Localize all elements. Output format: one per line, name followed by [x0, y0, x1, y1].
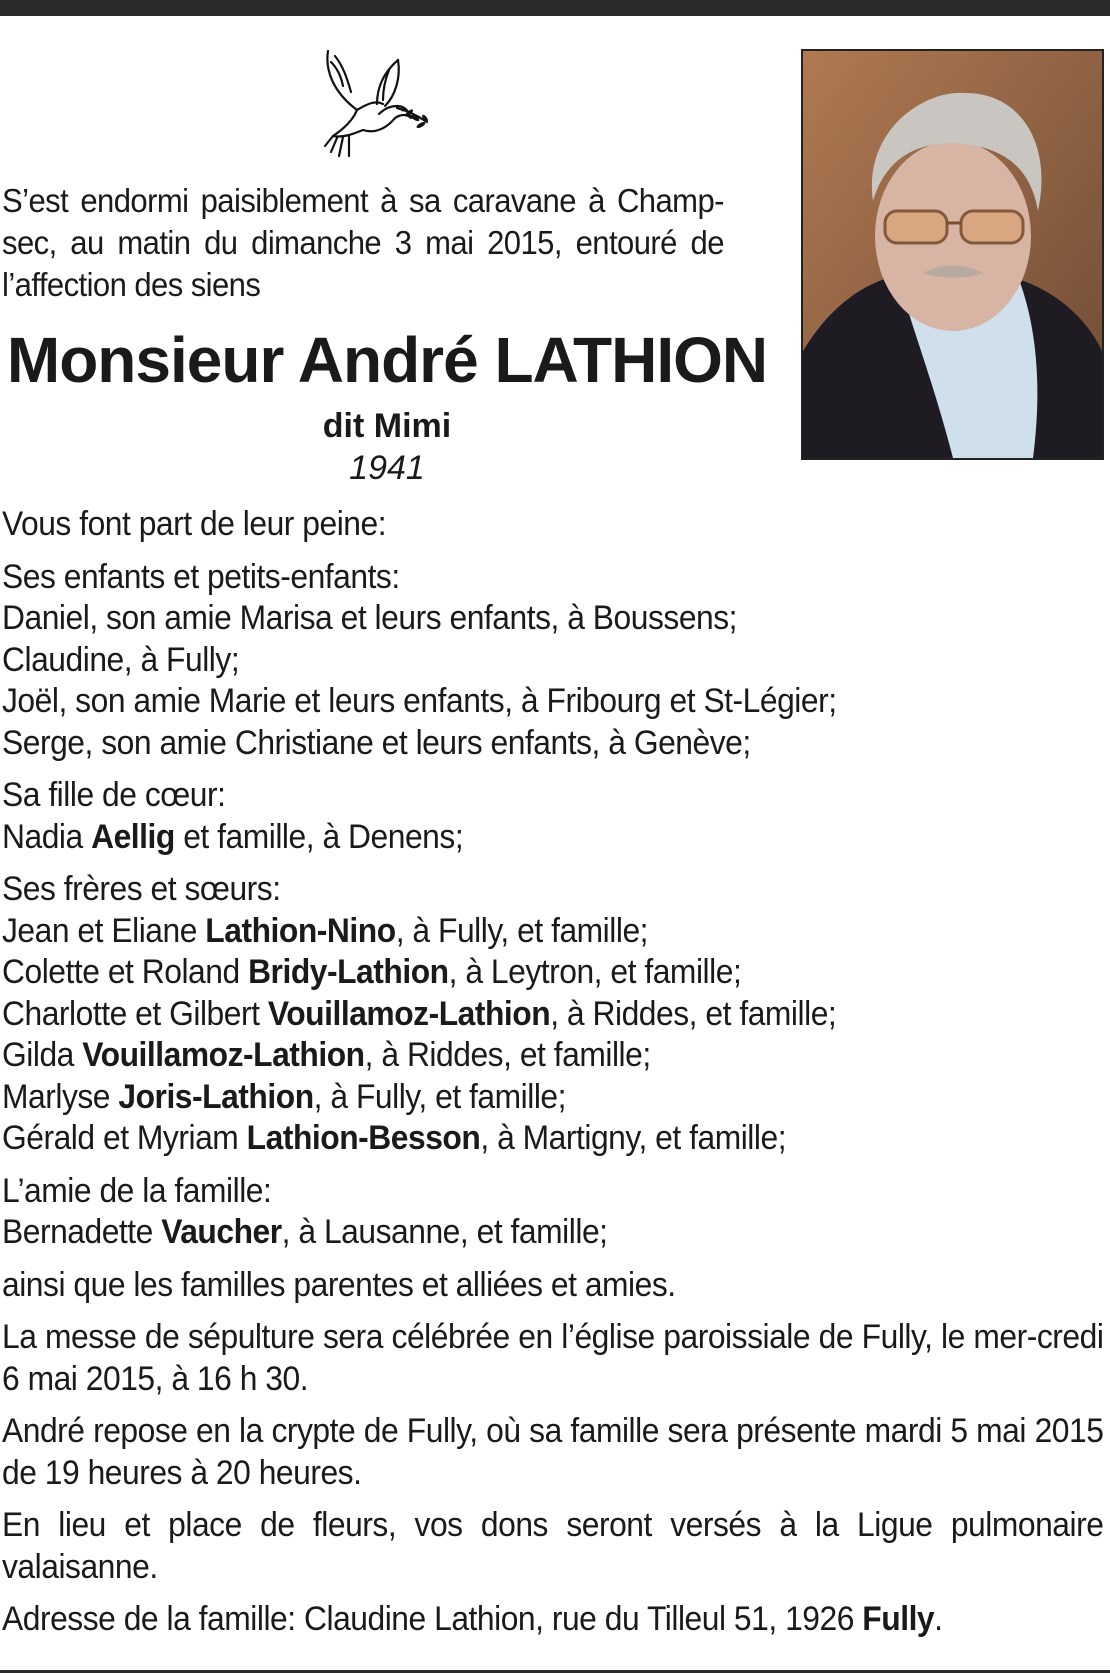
heart-daughter-heading: Sa fille de cœur:	[2, 776, 226, 814]
top-rule	[0, 0, 1110, 16]
donations-paragraph: En lieu et place de fleurs, vos dons seront versés à la Ligue pulmonaire valaisanne.	[2, 1506, 1104, 1586]
birth-year: 1941	[349, 449, 425, 487]
list-item: Jean et Eliane Lathion-Nino, à Fully, et famille;	[2, 911, 649, 950]
intro-paragraph: S’est endormi paisiblement à sa caravane à Champ-sec, au matin du dimanche 3 mai 2015, entouré de l’affection des siens	[2, 182, 724, 303]
list-item: Colette et Roland Bridy-Lathion, à Leytron, et famille;	[2, 953, 742, 991]
list-item: Marlyse Joris-Lathion, à Fully, et famille;	[2, 1077, 567, 1116]
announcement-body	[2, 504, 1103, 1641]
list-item: Joël, son amie Marie et leurs enfants, à Fribourg et St-Légier;	[2, 682, 837, 720]
address-line: Adresse de la famille: Claudine Lathion, rue du Tilleul 51, 1926 Fully.	[2, 1600, 943, 1638]
portrait-photo	[801, 49, 1104, 460]
list-item: Bernadette Vaucher, à Lausanne, et famille;	[2, 1213, 608, 1251]
funeral-paragraph: La messe de sépulture sera célébrée en l’église paroissiale de Fully, le mer-credi 6 mai 2015, à 16 h 30.	[2, 1318, 1104, 1398]
list-item: Daniel, son amie Marisa et leurs enfants, à Boussens;	[2, 599, 738, 637]
nickname: dit Mimi	[322, 407, 452, 445]
portrait-photo-icon	[803, 51, 1102, 458]
list-item: Nadia Aellig et famille, à Denens;	[2, 817, 464, 856]
family-friend-heading: L’amie de la famille:	[2, 1171, 272, 1210]
list-item: Serge, son amie Christiane et leurs enfants, à Genève;	[2, 723, 751, 762]
children-heading: Ses enfants et petits-enfants:	[2, 557, 400, 596]
repose-paragraph: André repose en la crypte de Fully, où sa famille sera présente mardi 5 mai 2015 de 19 heures à 20 heures.	[2, 1412, 1104, 1492]
siblings-heading: Ses frères et sœurs:	[2, 870, 281, 908]
relatives-line: ainsi que les familles parentes et alliées et amies.	[2, 1265, 676, 1304]
bottom-rule	[0, 1670, 1110, 1673]
list-item: Gilda Vouillamoz-Lathion, à Riddes, et famille;	[2, 1036, 651, 1074]
deceased-name: Monsieur André LATHION	[6, 324, 768, 396]
list-item: Gérald et Myriam Lathion-Besson, à Martigny, et famille;	[2, 1119, 787, 1157]
dove-icon	[323, 48, 433, 168]
announce-line: Vous font part de leur peine:	[2, 505, 387, 543]
list-item: Claudine, à Fully;	[2, 640, 240, 679]
list-item: Charlotte et Gilbert Vouillamoz-Lathion, à Riddes, et famille;	[2, 994, 837, 1033]
